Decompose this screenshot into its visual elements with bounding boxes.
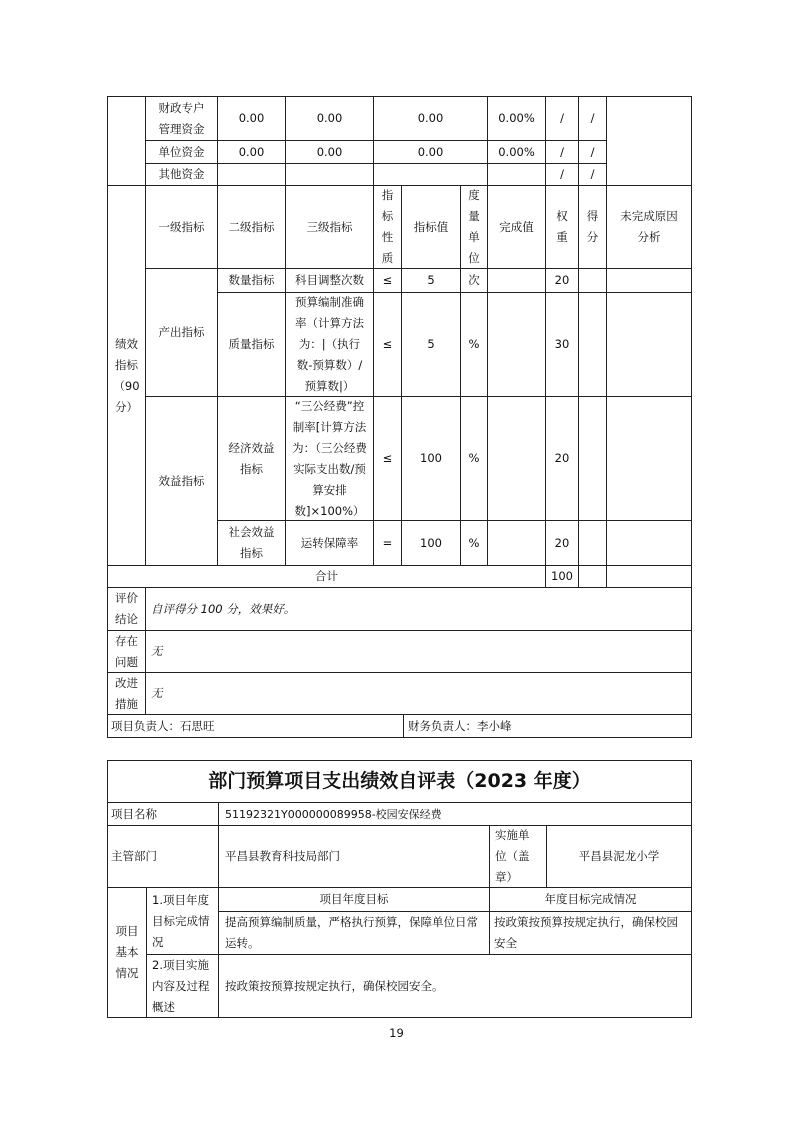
dept: 平昌县教育科技局部门 <box>225 849 340 863</box>
funds-cell: / <box>560 111 564 125</box>
funds-label: 其他资金 <box>158 167 205 181</box>
value: 100 <box>420 535 442 550</box>
funds-cell: / <box>590 111 595 125</box>
level2: 经济效益指标 <box>228 440 275 476</box>
level3: 科目调整次数 <box>295 273 364 287</box>
level2: 数量指标 <box>228 273 275 287</box>
problems-label: 存在问题 <box>115 633 138 669</box>
header-value: 指标值 <box>413 219 449 234</box>
level2: 质量指标 <box>228 337 275 351</box>
weight: 20 <box>554 451 570 465</box>
level3: “三公经费”控制率[计算方法为：（三公经费实际支出数/预算安排数]×100%） <box>292 398 367 518</box>
funds-cell: 0.00 <box>238 111 265 125</box>
project-name: 51192321Y000000089958-校园安保经费 <box>225 807 442 821</box>
conclusion-text: 自评得分 100 分，效果好。 <box>151 601 296 616</box>
project-name-label: 项目名称 <box>111 806 157 821</box>
finance-lead: 财务负责人：李小峰 <box>408 718 512 733</box>
page-number: 19 <box>389 1026 404 1040</box>
funds-cell: 0.00 <box>316 111 343 125</box>
header-level2: 二级指标 <box>228 219 275 234</box>
measures-label: 改进措施 <box>115 675 138 711</box>
basic-info-label: 项目基本情况 <box>115 924 139 980</box>
funds-cell: 0.00% <box>498 144 535 159</box>
header-nature: 指标性质 <box>381 188 394 265</box>
funds-cell: 0.00 <box>316 144 343 159</box>
funds-cell: / <box>590 144 595 159</box>
level1-benefit: 效益指标 <box>158 473 205 488</box>
unit: % <box>468 535 480 550</box>
header-unit: 度量单位 <box>468 188 480 265</box>
dept-label: 主管部门 <box>111 849 157 863</box>
completion-header: 年度目标完成情况 <box>544 892 637 906</box>
header-weight: 权重 <box>556 209 568 244</box>
problems-text: 无 <box>151 644 163 658</box>
funds-cell: 0.00 <box>417 111 444 125</box>
goal-header: 项目年度目标 <box>319 892 389 906</box>
header-score: 得分 <box>586 209 599 244</box>
funds-label: 财政专户管理资金 <box>158 100 205 136</box>
header-done: 完成值 <box>499 219 534 234</box>
performance-section-label: 绩效指标（90分） <box>113 336 140 414</box>
unit: 次 <box>468 273 480 287</box>
weight: 20 <box>554 273 570 287</box>
goal-label: 1.项目年度目标完成情况 <box>152 892 210 949</box>
level1-output: 产出指标 <box>158 325 205 339</box>
funds-cell: / <box>560 144 564 159</box>
completion-text: 按政策按预算按规定执行，确保校园安全 <box>494 915 678 950</box>
level3: 预算编制准确率（计算方法为：|（执行数-预算数）/预算数|） <box>295 295 364 393</box>
measures-text: 无 <box>151 686 163 700</box>
header-reason: 未完成原因分析 <box>620 209 678 244</box>
header-level3: 三级指标 <box>306 219 353 234</box>
funds-cell: 0.00 <box>417 144 444 159</box>
funds-cell: / <box>560 167 564 181</box>
funds-cell: 0.00 <box>238 144 265 159</box>
header-level1: 一级指标 <box>158 219 205 234</box>
impl-content-label: 2.项目实施内容及过程概述 <box>152 957 210 1014</box>
unit: % <box>468 337 480 351</box>
impl-unit: 平昌县泥龙小学 <box>578 849 660 863</box>
nature: ≤ <box>382 273 393 287</box>
conclusion-label: 评价结论 <box>115 591 138 626</box>
funds-label: 单位资金 <box>158 144 205 159</box>
funds-cell: 0.00% <box>498 111 535 125</box>
funds-cell: / <box>590 167 595 181</box>
level3: 运转保障率 <box>300 535 359 550</box>
form-title: 部门预算项目支出绩效自评表（2023 年度） <box>208 770 591 792</box>
nature: ≤ <box>382 451 393 465</box>
unit: % <box>468 451 480 465</box>
nature: = <box>382 535 393 550</box>
impl-unit-label: 实施单位（盖章） <box>495 828 530 884</box>
value: 100 <box>420 451 442 465</box>
weight: 30 <box>554 337 570 351</box>
weight: 20 <box>554 535 570 550</box>
project-lead: 项目负责人：石思旺 <box>111 718 215 733</box>
impl-content: 按政策按预算按规定执行，确保校园安全。 <box>225 978 444 993</box>
level2: 社会效益指标 <box>228 525 275 560</box>
goal-text: 提高预算编制质量，严格执行预算，保障单位日常运转。 <box>225 915 478 950</box>
total-label: 合计 <box>315 569 338 583</box>
value: 5 <box>427 337 435 351</box>
nature: ≤ <box>382 337 393 351</box>
total-weight: 100 <box>551 569 573 583</box>
value: 5 <box>427 273 435 287</box>
